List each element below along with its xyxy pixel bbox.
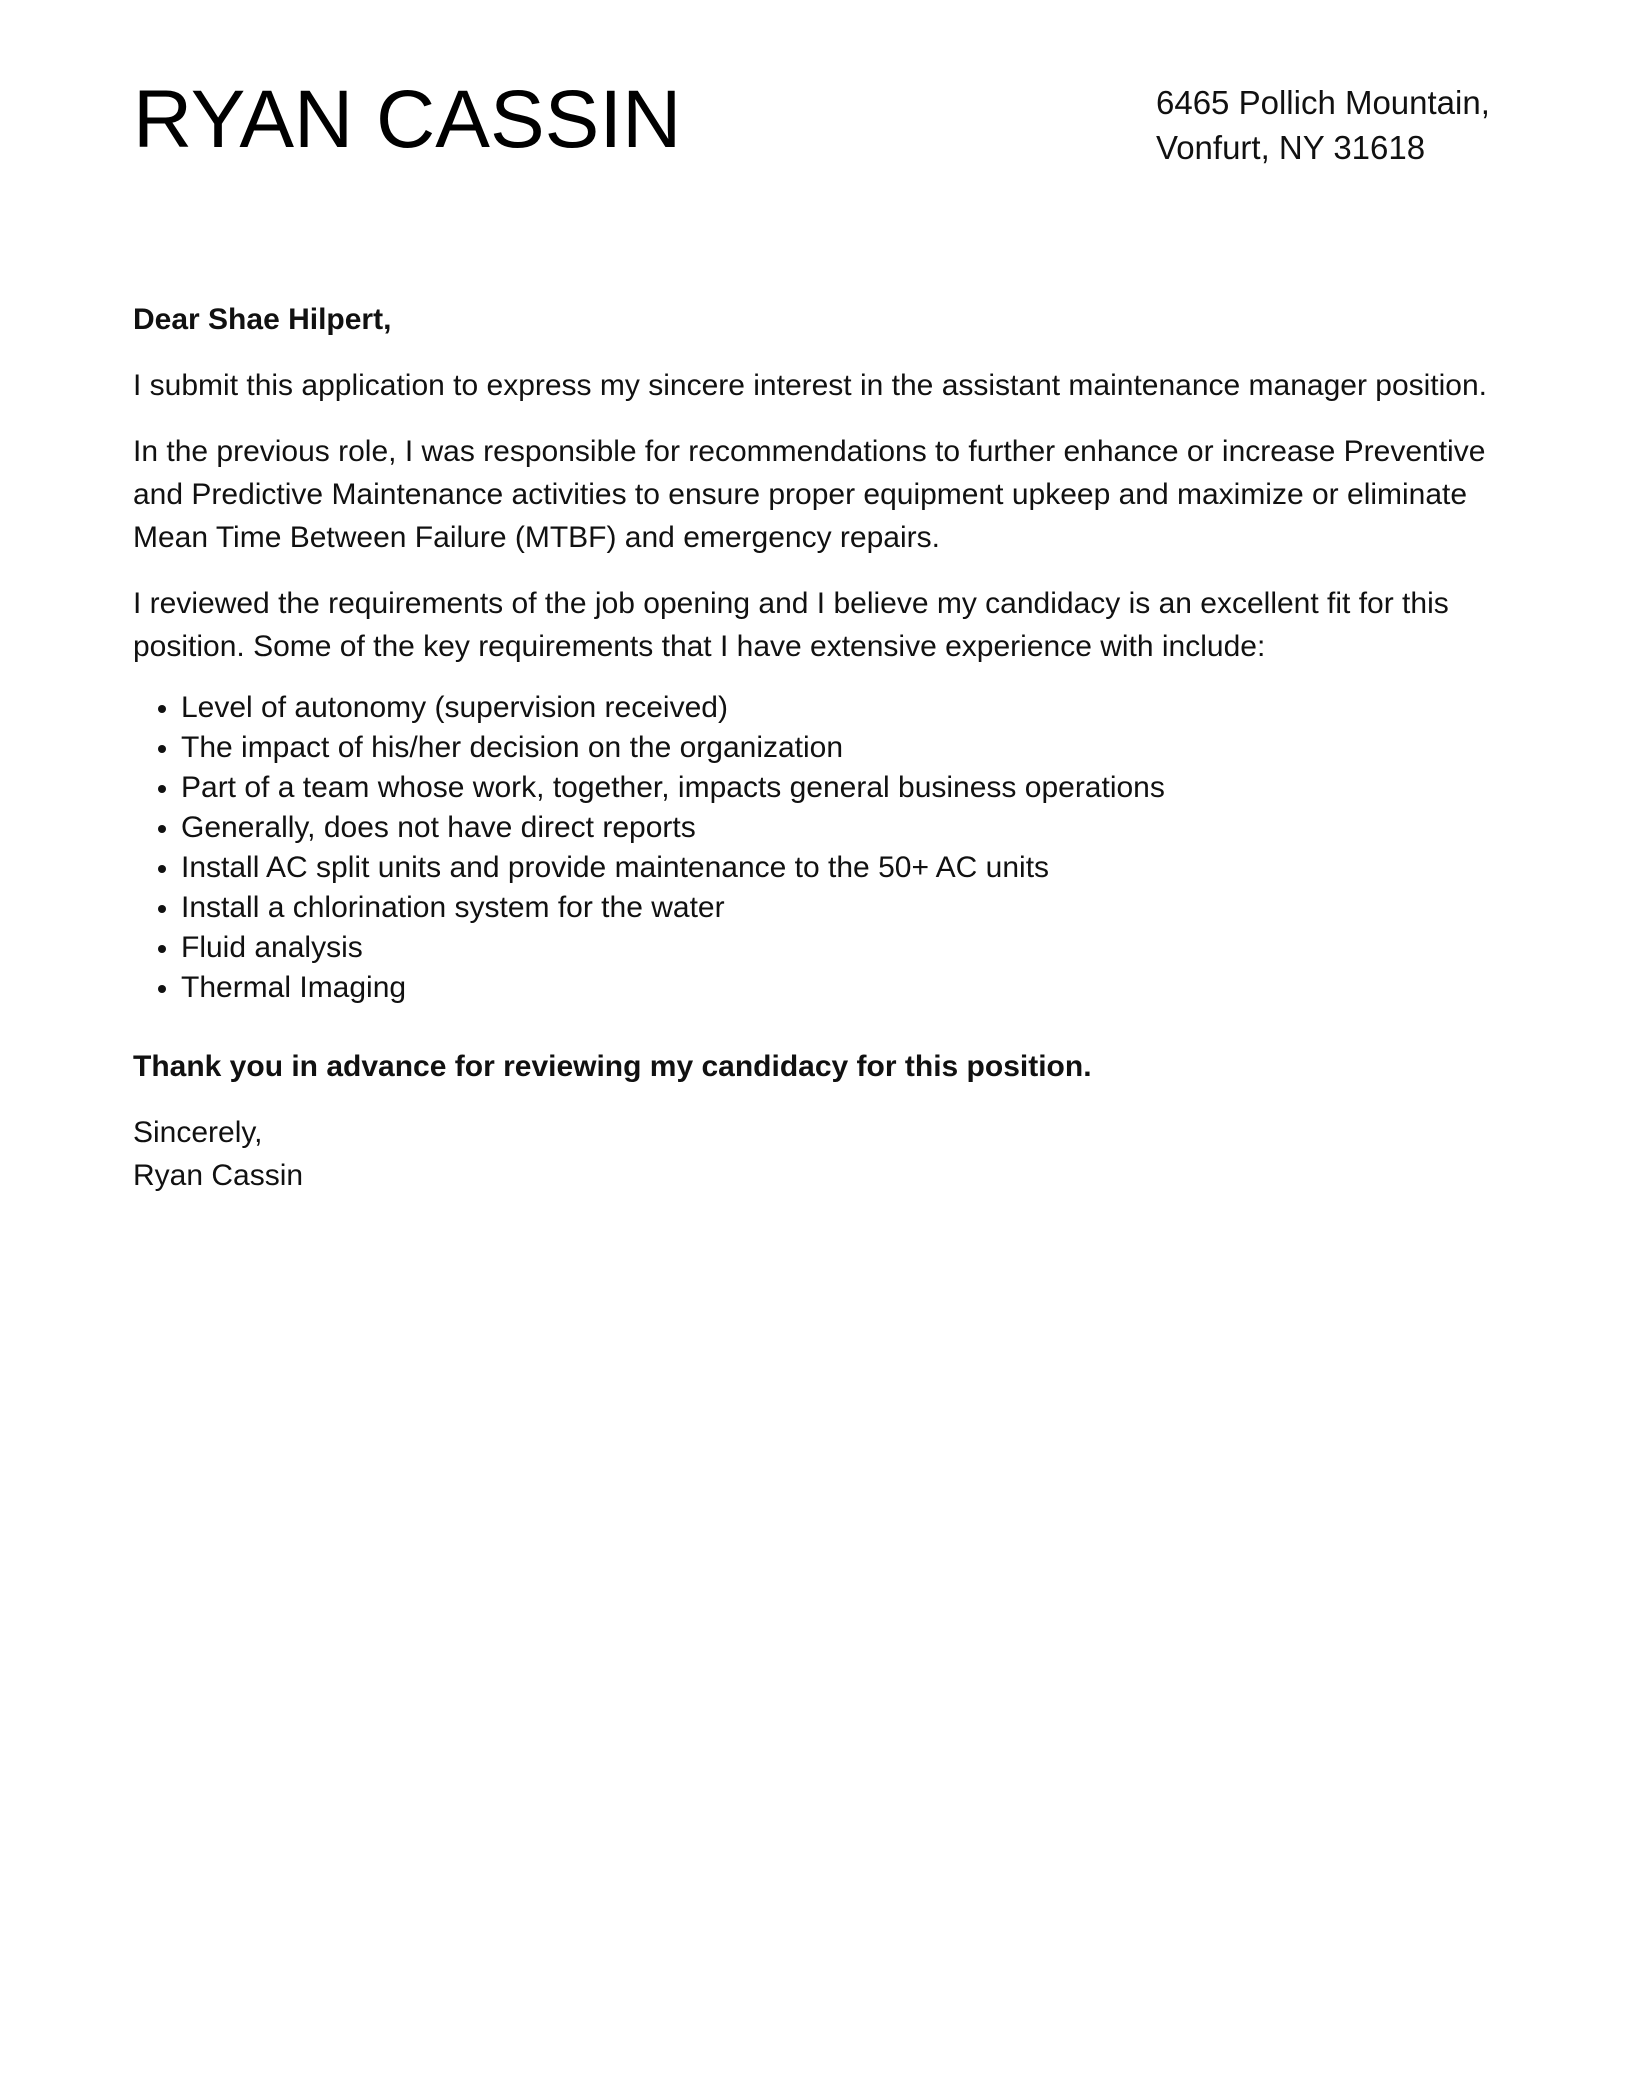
requirement-item: Install a chlorination system for the water [181,888,1493,928]
experience-paragraph: In the previous role, I was responsible for recommendations to further enhance or increase Preventive and Predictive Maintenance activities to ensure proper equipment upkeep and maximize or eliminate Mean Time Between Failure (MTBF) and emergency repairs. [133,435,1486,554]
address-line-1: 6465 Pollich Mountain, [1156,84,1490,121]
requirement-item: Thermal Imaging [181,968,1493,1008]
signature-name: Ryan Cassin [133,1159,304,1192]
applicant-name: RYAN CASSIN [133,74,682,165]
intro-paragraph: I submit this application to express my sincere interest in the assistant maintenance manager position. [133,369,1488,402]
requirement-item: Install AC split units and provide maintenance to the 50+ AC units [181,848,1493,888]
closing-line: Thank you in advance for reviewing my candidacy for this position. [133,1050,1092,1083]
salutation: Dear Shae Hilpert, [133,303,392,336]
signoff: Sincerely, [133,1116,263,1149]
requirement-item: The impact of his/her decision on the organization [181,728,1493,768]
address-line-2: Vonfurt, NY 31618 [1156,129,1426,166]
requirements-list [133,688,1493,1008]
signature-block [133,1111,1493,1197]
requirement-item: Level of autonomy (supervision received) [181,688,1493,728]
applicant-address [1156,80,1490,170]
requirements-paragraph: I reviewed the requirements of the job opening and I believe my candidacy is an excellent fit for this position. Some of the key requirements that I have extensive experience with include: [133,587,1449,663]
requirement-item: Part of a team whose work, together, impacts general business operations [181,768,1493,808]
letter-body [133,298,1493,1220]
requirement-item: Fluid analysis [181,928,1493,968]
requirement-item: Generally, does not have direct reports [181,808,1493,848]
